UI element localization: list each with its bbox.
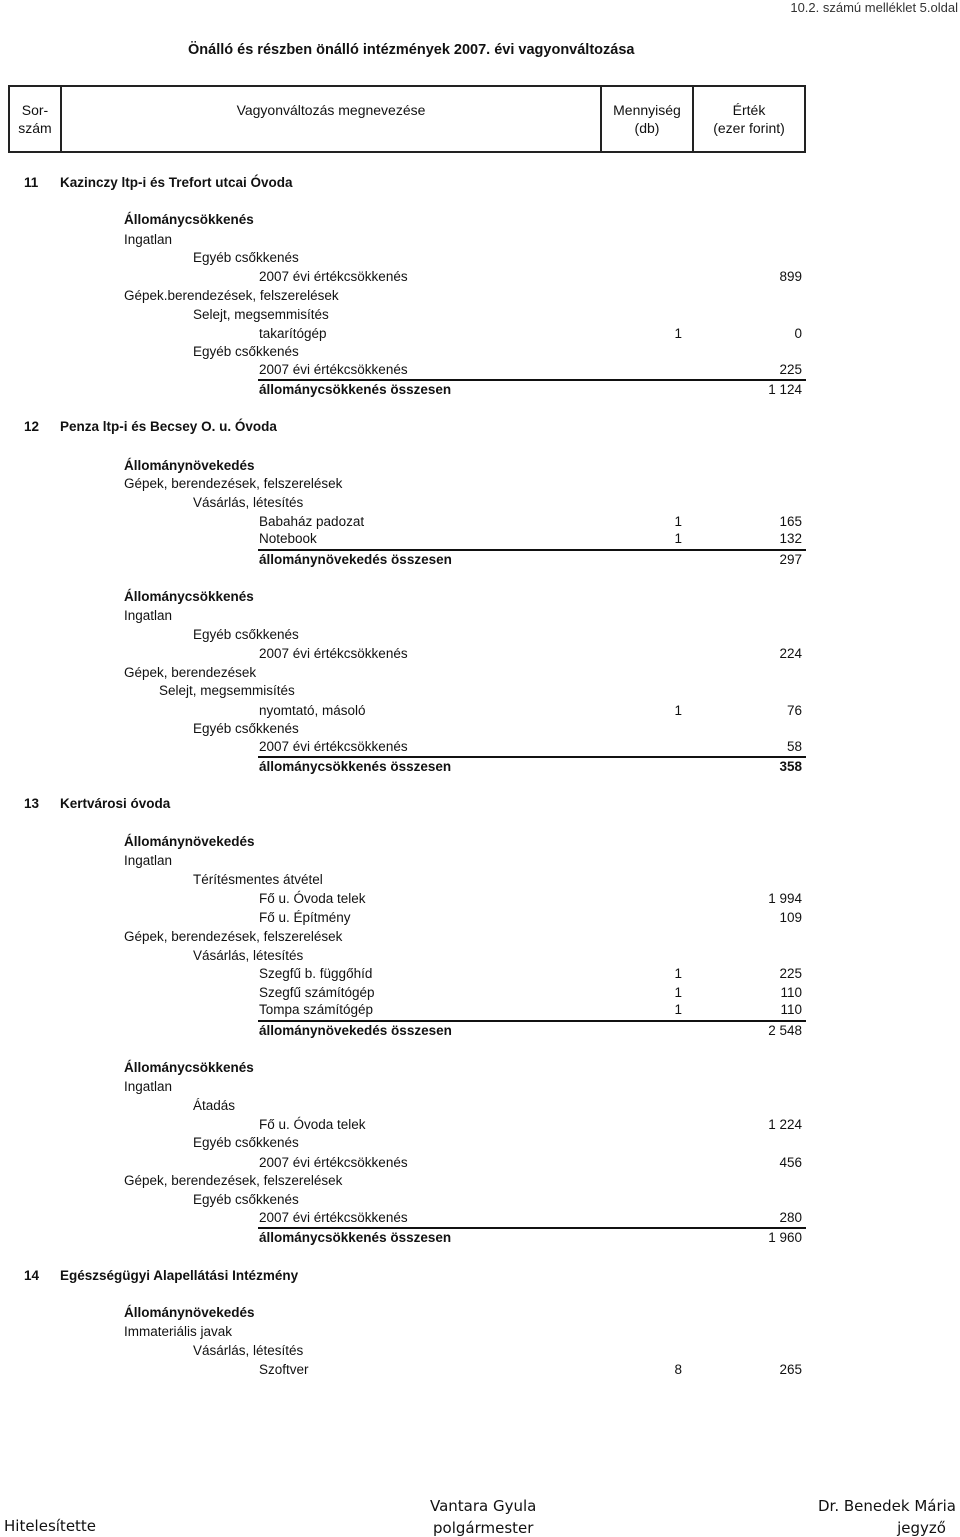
header-value	[694, 87, 804, 151]
item-label: Vásárlás, létesítés	[193, 948, 304, 963]
page-title: Önálló és részben önálló intézmények 2007. évi vagyonváltozása	[188, 42, 635, 58]
item-label: Állománycsökkenés	[124, 1060, 254, 1075]
total-value: 297	[779, 552, 802, 567]
item-label: 2007 évi értékcsökkenés	[259, 739, 408, 754]
total-label: állománycsökkenés összesen	[259, 1230, 452, 1245]
item-label: nyomtató, másoló	[259, 703, 366, 718]
item-label: Szegfű számítógép	[259, 985, 375, 1000]
item-value: 280	[779, 1210, 802, 1225]
section-title: Kertvárosi óvoda	[60, 796, 171, 811]
item-label: Térítésmentes átvétel	[193, 872, 323, 887]
total-value: 2 548	[768, 1023, 802, 1038]
total-separator-line	[258, 379, 806, 381]
total-separator-line	[258, 549, 806, 551]
item-value: 899	[779, 269, 802, 284]
header-serial-line2: szám	[18, 120, 52, 136]
header-serial-line1: Sor-	[21, 102, 49, 118]
item-label: Immateriális javak	[124, 1324, 233, 1339]
item-quantity: 1	[674, 966, 682, 981]
item-quantity: 8	[674, 1362, 682, 1377]
item-label: Gépek.berendezések, felszerelések	[124, 288, 339, 303]
item-label: 2007 évi értékcsökkenés	[259, 269, 408, 284]
item-label: Egyéb csőkkenés	[193, 627, 299, 642]
item-label: Szoftver	[259, 1362, 309, 1377]
item-label: Állománynövekedés	[124, 458, 255, 473]
item-label: Átadás	[193, 1098, 236, 1113]
item-label: Babaház padozat	[259, 514, 365, 529]
section-title: Kazinczy ltp-i és Trefort utcai Óvoda	[60, 175, 293, 190]
item-label: takarítógép	[259, 326, 327, 341]
item-value: 76	[786, 703, 802, 718]
item-label: Állománynövekedés	[124, 834, 255, 849]
total-value: 1 124	[768, 382, 802, 397]
item-label: Állománynövekedés	[124, 1305, 255, 1320]
item-label: Vásárlás, létesítés	[193, 495, 304, 510]
header-quantity	[602, 87, 694, 151]
item-label: Notebook	[259, 531, 317, 546]
item-value: 110	[780, 985, 802, 1000]
item-label: Fő u. Óvoda telek	[259, 891, 366, 906]
footer-certified-by: Hitelesítette	[4, 1517, 97, 1535]
total-value: 1 960	[768, 1230, 802, 1245]
header-quantity-line2: (db)	[634, 120, 660, 136]
item-quantity: 1	[674, 531, 682, 546]
item-label: Fő u. Építmény	[259, 910, 351, 925]
item-label: Egyéb csőkkenés	[193, 1192, 299, 1207]
item-value: 110	[780, 1002, 802, 1017]
item-value: 225	[779, 362, 802, 377]
item-label: Egyéb csőkkenés	[193, 1135, 299, 1150]
item-label: Gépek, berendezések, felszerelések	[124, 1173, 343, 1188]
section-number: 13	[24, 796, 40, 811]
header-description	[62, 87, 602, 151]
item-label: Ingatlan	[124, 232, 173, 247]
section-number: 12	[24, 419, 40, 434]
item-label: Állománycsökkenés	[124, 589, 254, 604]
header-value-line1: Érték	[732, 102, 766, 118]
total-label: állománynövekedés összesen	[259, 1023, 452, 1038]
item-label: Fő u. Óvoda telek	[259, 1117, 366, 1132]
item-label: Ingatlan	[124, 1079, 173, 1094]
footer-mayor-name: Vantara Gyula	[430, 1497, 537, 1515]
item-label: 2007 évi értékcsökkenés	[259, 1155, 408, 1170]
section-title: Egészségügyi Alapellátási Intézmény	[60, 1268, 299, 1283]
total-separator-line	[258, 1227, 806, 1229]
section-title: Penza ltp-i és Becsey O. u. Óvoda	[60, 419, 277, 434]
item-value: 224	[779, 646, 802, 661]
item-quantity: 1	[674, 326, 682, 341]
item-label: Gépek, berendezések, felszerelések	[124, 476, 343, 491]
item-label: Ingatlan	[124, 853, 173, 868]
item-quantity: 1	[674, 514, 682, 529]
total-separator-line	[258, 756, 806, 758]
item-value: 1 224	[768, 1117, 802, 1132]
item-value: 456	[779, 1155, 802, 1170]
item-label: Állománycsökkenés	[124, 212, 254, 227]
item-value: 109	[779, 910, 802, 925]
item-value: 0	[794, 326, 802, 341]
header-description-label: Vagyonváltozás megnevezése	[236, 102, 426, 118]
section-number: 11	[24, 175, 39, 190]
header-value-line2: (ezer forint)	[713, 120, 785, 136]
item-label: Szegfű b. függőhíd	[259, 966, 373, 981]
item-value: 225	[779, 966, 802, 981]
item-value: 58	[786, 739, 802, 754]
item-label: Selejt, megsemmisítés	[193, 307, 329, 322]
item-value: 265	[779, 1362, 802, 1377]
item-label: Gépek, berendezések	[124, 665, 257, 680]
item-label: Ingatlan	[124, 608, 173, 623]
total-value: 358	[779, 759, 802, 774]
total-separator-line	[258, 1020, 806, 1022]
item-quantity: 1	[674, 1002, 682, 1017]
item-label: Gépek, berendezések, felszerelések	[124, 929, 343, 944]
footer-notary-title: jegyző	[897, 1519, 946, 1537]
item-label: Tompa számítógép	[259, 1002, 374, 1017]
footer-mayor-title: polgármester	[433, 1519, 534, 1537]
page-reference: 10.2. számú melléklet 5.oldal	[790, 0, 958, 15]
item-quantity: 1	[674, 985, 682, 1000]
item-label: Egyéb csőkkenés	[193, 344, 299, 359]
total-label: állománynövekedés összesen	[259, 552, 452, 567]
item-label: Selejt, megsemmisítés	[159, 683, 295, 698]
table-header	[8, 85, 806, 153]
item-value: 165	[779, 514, 802, 529]
item-label: Egyéb csőkkenés	[193, 250, 299, 265]
item-label: 2007 évi értékcsökkenés	[259, 1210, 408, 1225]
item-value: 132	[779, 531, 802, 546]
item-label: Egyéb csőkkenés	[193, 721, 299, 736]
total-label: állománycsökkenés összesen	[259, 382, 452, 397]
item-value: 1 994	[768, 891, 802, 906]
item-label: 2007 évi értékcsökkenés	[259, 646, 408, 661]
section-number: 14	[24, 1268, 40, 1283]
total-label: állománycsökkenés összesen	[259, 759, 452, 774]
item-quantity: 1	[674, 703, 682, 718]
footer-notary-name: Dr. Benedek Mária	[818, 1497, 956, 1515]
header-serial-number	[10, 87, 62, 151]
item-label: 2007 évi értékcsökkenés	[259, 362, 408, 377]
header-quantity-line1: Mennyiség	[613, 102, 681, 118]
item-label: Vásárlás, létesítés	[193, 1343, 304, 1358]
